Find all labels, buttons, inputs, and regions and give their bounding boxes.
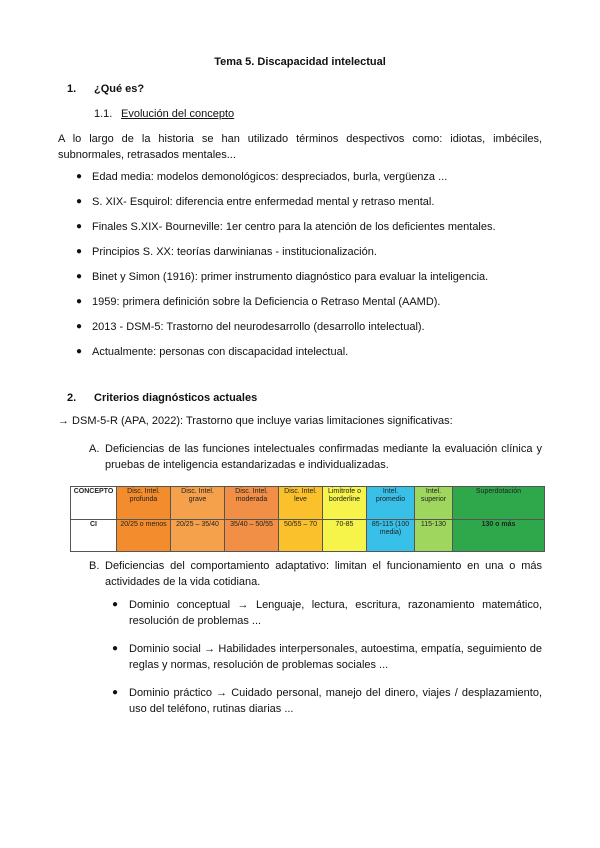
table-header-cell: Disc. Intel. leve	[279, 487, 323, 520]
bullet-icon: ●	[76, 321, 83, 332]
bullet-icon: ●	[76, 296, 83, 307]
list-item	[76, 319, 546, 344]
list-item	[76, 219, 546, 244]
list-item	[112, 597, 542, 629]
table-cell: 70-85	[323, 520, 367, 552]
criterion-a-label: A.	[89, 443, 100, 455]
table-cell: 20/25 o menos	[117, 520, 171, 552]
bullet-icon: ●	[112, 643, 119, 654]
bullet-icon: ●	[76, 221, 83, 232]
list-item	[76, 294, 546, 319]
section-2-title: Criterios diagnósticos actuales	[94, 392, 258, 404]
intro-paragraph: A lo largo de la historia se han utilizado términos despectivos como: idiotas, imbéciles, subnormales, retrasados mentales...	[58, 133, 542, 161]
criterion-b-text: Deficiencias del comportamiento adaptativo: limitan el funcionamiento en una o más actividades de la vida cotidiana.	[105, 560, 542, 588]
section-2-number: 2.	[67, 392, 77, 404]
bullet-icon: ●	[76, 271, 83, 282]
table-cell: 115-130	[415, 520, 453, 552]
iq-classification-table	[70, 486, 545, 552]
list-item	[112, 685, 542, 717]
table-header-cell: Disc. Intel. moderada	[225, 487, 279, 520]
list-item	[76, 244, 546, 269]
list-item	[76, 344, 546, 369]
section-1-number: 1.	[67, 83, 77, 95]
table-row-label: CI	[71, 520, 117, 552]
list-item-text: Edad media: modelos demonológicos: despreciados, burla, vergüenza ...	[92, 171, 448, 183]
section-1-title: ¿Qué es?	[94, 83, 145, 95]
table-header-cell: CONCEPTO	[71, 487, 117, 520]
list-item	[76, 194, 546, 219]
list-item-text: Dominio social → Habilidades interpersonales, autoestima, empatía, seguimiento de reglas y normas, resolución de problemas sociales ...	[129, 643, 542, 671]
list-item-text: Finales S.XIX- Bourneville: 1er centro para la atención de los deficientes mentales.	[92, 221, 496, 233]
list-item-text: Principios S. XX: teorías darwinianas - institucionalización.	[92, 246, 377, 258]
bullet-icon: ●	[76, 171, 83, 182]
subsection-1-1-title: Evolución del concepto	[121, 108, 235, 120]
list-item-text: Actualmente: personas con discapacidad intelectual.	[92, 346, 349, 358]
document-title: Tema 5. Discapacidad intelectual	[214, 56, 386, 68]
criterion-a-text: Deficiencias de las funciones intelectuales confirmadas mediante la evaluación clínica y pruebas de inteligencia estandarizadas e individualizadas.	[105, 443, 542, 471]
table-cell: 85-115 (100 media)	[367, 520, 415, 552]
table-cell: 35/40 – 50/55	[225, 520, 279, 552]
bullet-icon: ●	[112, 687, 119, 698]
table-header-cell: Disc. Intel. profunda	[117, 487, 171, 520]
list-item	[112, 641, 542, 673]
table-cell: 50/55 – 70	[279, 520, 323, 552]
table-cell: 20/25 – 35/40	[171, 520, 225, 552]
table-header-cell: Superdotación	[453, 487, 545, 520]
list-item-text: 2013 - DSM-5: Trastorno del neurodesarrollo (desarrollo intelectual).	[92, 321, 425, 333]
list-item-text: 1959: primera definición sobre la Deficiencia o Retraso Mental (AAMD).	[92, 296, 441, 308]
table-cell: 130 o más	[453, 520, 545, 552]
adaptive-domains-list	[112, 597, 542, 729]
table-header-cell: Limítrofe o borderline	[323, 487, 367, 520]
list-item-text: Binet y Simon (1916): primer instrumento diagnóstico para evaluar la inteligencia.	[92, 271, 489, 283]
criterion-b-label: B.	[89, 560, 100, 572]
table-header-cell: Intel. superior	[415, 487, 453, 520]
bullet-icon: ●	[76, 196, 83, 207]
bullet-icon: ●	[112, 599, 119, 610]
table-row	[71, 520, 545, 552]
table-header-cell: Disc. Intel. grave	[171, 487, 225, 520]
bullet-icon: ●	[76, 346, 83, 357]
bullet-icon: ●	[76, 246, 83, 257]
list-item	[76, 269, 546, 294]
table-header-row	[71, 487, 545, 520]
table-header-cell: Intel. promedio	[367, 487, 415, 520]
list-item-text: Dominio conceptual → Lenguaje, lectura, escritura, razonamiento matemático, resolución de problemas ...	[129, 599, 542, 627]
dsm-definition-line: → DSM-5-R (APA, 2022): Trastorno que incluye varias limitaciones significativas:	[58, 415, 453, 427]
history-list	[76, 169, 546, 369]
subsection-1-1-number: 1.1.	[94, 108, 113, 120]
list-item-text: Dominio práctico → Cuidado personal, manejo del dinero, viajes / desplazamiento, uso del teléfono, rutinas diarias ...	[129, 687, 542, 715]
list-item	[76, 169, 546, 194]
list-item-text: S. XIX- Esquirol: diferencia entre enfermedad mental y retraso mental.	[92, 196, 435, 208]
